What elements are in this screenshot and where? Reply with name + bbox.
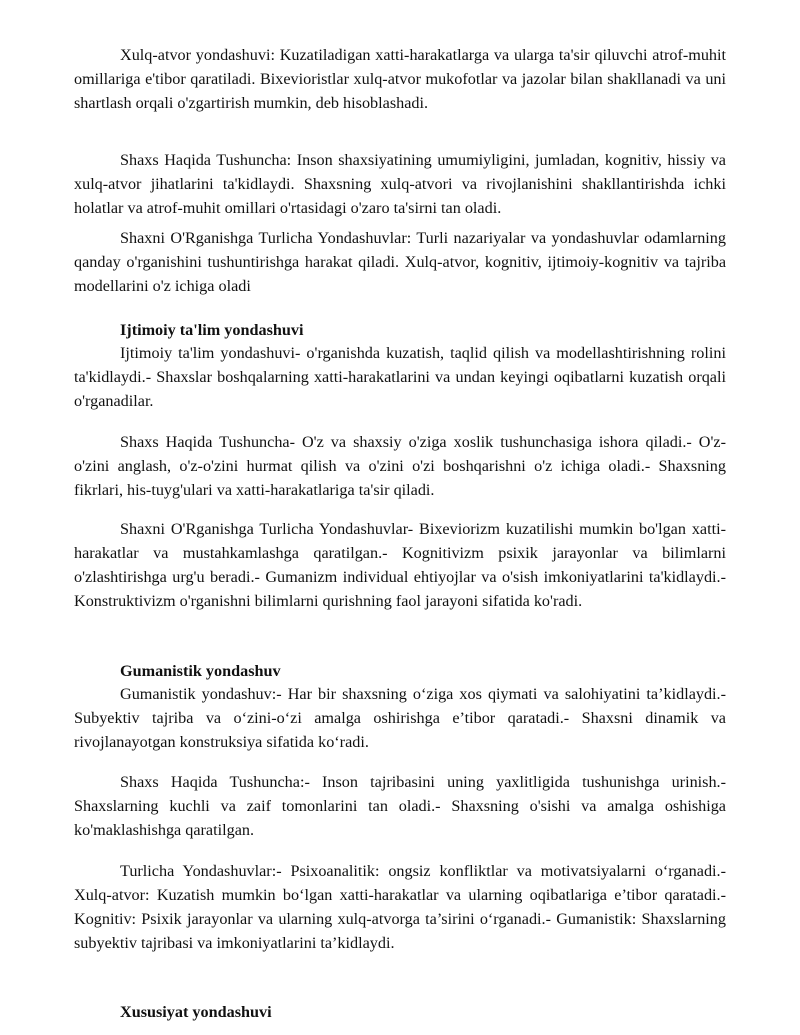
paragraph-human-experience: Shaxs Haqida Tushuncha:- Inson tajribasini uning yaxlitligida tushunishga urinish.- Shaxslarning kuchli va zaif tomonlarini tan oladi.- Shaxsning o'sishi va amalga oshishiga ko'maklashishga qaratilgan. <box>74 773 726 839</box>
paragraph-learning-theories: Shaxni O'Rganishga Turlicha Yondashuvlar- Bixeviorizm kuzatilishi mumkin bo'lgan xatti-harakatlar va mustahkamlashga qaratilgan.- Kognitivizm psixik jarayonlar va bilimlarni o'zlashtirishga urg'u beradi.- Gumanizm individual ehtiyojlar va o'sish imkoniyatlarini ta'kidlaydi.- Konstruktivizm o'rganishni bilimlarni qurishning faol jarayoni sifatida ko'radi. <box>74 520 726 610</box>
paragraph-various-approaches: Turlicha Yondashuvlar:- Psixoanalitik: ongsiz konfliktlar va motivatsiyalarni o‘rganadi.- Xulq-atvor: Kuzatish mumkin bo‘lgan xatti-harakatlar va ularning oqibatlariga e’tibor qaratadi.- Kognitiv: Psixik jarayonlar va ularning xulq-atvorga ta’sirini o‘rganadi.- Gumanistik: Shaxslarning subyektiv tajribasi va imkoniyatlarini ta’kidlaydi. <box>74 862 726 952</box>
heading-trait-approach: Xususiyat yondashuvi <box>120 1003 272 1021</box>
heading-humanistic: Gumanistik yondashuv <box>120 662 281 680</box>
paragraph-self-concept: Shaxs Haqida Tushuncha- O'z va shaxsiy o'ziga xoslik tushunchasiga ishora qiladi.- O'z-o'zini anglash, o'z-o'zini hurmat qilish va o'zini o'zi boshqarishni o'z ichiga oladi.- Shaxsning fikrlari, his-tuyg'ulari va xatti-harakatlariga ta'sir qiladi. <box>74 433 726 499</box>
paragraph-social-learning: Ijtimoiy ta'lim yondashuvi- o'rganishda kuzatish, taqlid qilish va modellashtirishning rolini ta'kidlaydi.- Shaxslar boshqalarning xatti-harakatlarini va undan keyingi oqibatlarni kuzatish orqali o'rganadilar. <box>74 344 726 410</box>
paragraph-humanistic: Gumanistik yondashuv:- Har bir shaxsning o‘ziga xos qiymati va salohiyatini ta’kidlaydi.- Subyektiv tajriba va o‘zini-o‘zi amalga oshirishga e’tibor qaratadi.- Shaxsni dinamik va rivojlanayotgan konstruksiya sifatida ko‘radi. <box>74 685 726 751</box>
heading-social-learning: Ijtimoiy ta'lim yondashuvi <box>120 321 304 339</box>
paragraph-learning-approaches: Shaxni O'Rganishga Turlicha Yondashuvlar: Turli nazariyalar va yondashuvlar odamlarning qanday o'rganishini tushuntirishga harakat qiladi. Xulq-atvor, kognitiv, ijtimoiy-kognitiv va tajriba modellarini o'z ichiga oladi <box>74 229 726 295</box>
paragraph-behavioral-approach: Xulq-atvor yondashuvi: Kuzatiladigan xatti-harakatlarga va ularga ta'sir qiluvchi atrof-muhit omillariga e'tibor qaratiladi. Bixevioristlar xulq-atvor mukofotlar va jazolar bilan shakllanadi va uni shartlash orqali o'zgartirish mumkin, deb hisoblashadi. <box>74 46 726 112</box>
paragraph-personality-concept: Shaxs Haqida Tushuncha: Inson shaxsiyatining umumiyligini, jumladan, kognitiv, hissiy va xulq-atvor jihatlarini ta'kidlaydi. Shaxsning xulq-atvori va rivojlanishini shakllantirishda ichki holatlar va atrof-muhit omillari o'rtasidagi o'zaro ta'sirni tan oladi. <box>74 151 726 217</box>
